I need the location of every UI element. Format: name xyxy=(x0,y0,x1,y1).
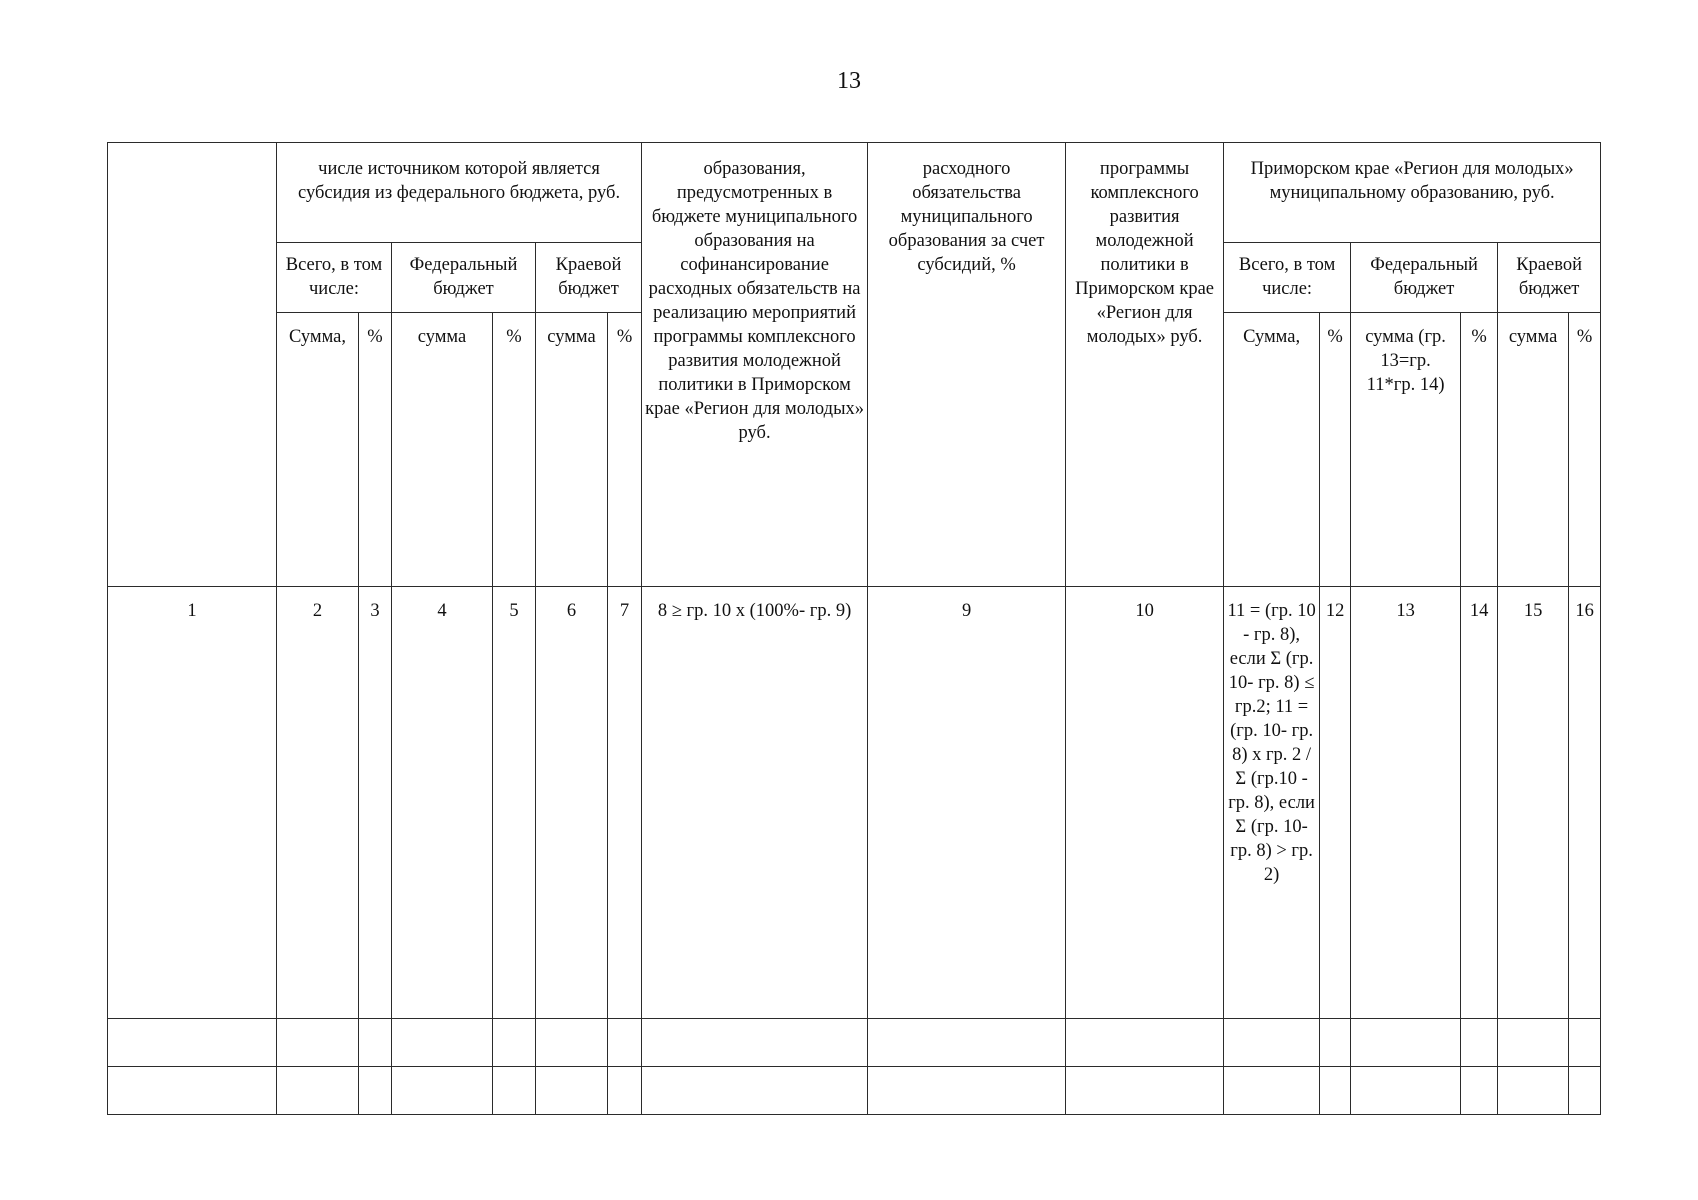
table-cell xyxy=(277,1019,359,1067)
table-cell xyxy=(608,1019,642,1067)
header-cell-col-10: программы комплексного развития молодежной политики в Приморском крае «Регион для молодых» руб. xyxy=(1066,143,1224,587)
table-cell xyxy=(1224,1019,1320,1067)
header-sum-13: сумма (гр. 13=гр. 11*гр. 14) xyxy=(1351,313,1461,587)
table-cell xyxy=(108,1019,277,1067)
col-number-9: 9 xyxy=(868,587,1066,1019)
col-number-16: 16 xyxy=(1569,587,1601,1019)
table-cell xyxy=(868,1067,1066,1115)
table-cell xyxy=(493,1019,536,1067)
table-cell xyxy=(608,1067,642,1115)
header-sum-6: сумма xyxy=(536,313,608,587)
col-number-14: 14 xyxy=(1461,587,1498,1019)
header-pct-12: % xyxy=(1320,313,1351,587)
header-pct-5: % xyxy=(493,313,536,587)
header-sum-2: Сумма, xyxy=(277,313,359,587)
table-cell xyxy=(642,1019,868,1067)
header-regional-left: Краевой бюджет xyxy=(536,243,642,313)
header-sum-11: Сумма, xyxy=(1224,313,1320,587)
page-number: 13 xyxy=(837,68,861,94)
header-total-right: Всего, в том числе: xyxy=(1224,243,1351,313)
table-cell xyxy=(1066,1019,1224,1067)
table-cell xyxy=(1461,1019,1498,1067)
table-cell xyxy=(1066,1067,1224,1115)
header-cell-col-1 xyxy=(108,143,277,587)
table-cell xyxy=(1569,1067,1601,1115)
col-number-5: 5 xyxy=(493,587,536,1019)
table-cell xyxy=(108,1067,277,1115)
col-number-7: 7 xyxy=(608,587,642,1019)
table-cell xyxy=(536,1019,608,1067)
col-number-11: 11 = (гр. 10 - гр. 8), если Σ (гр. 10- гр. 8) ≤ гр.2; 11 = (гр. 10- гр. 8) х гр. 2 / Σ (гр.10 - гр. 8), если Σ (гр. 10- гр. 8) > гр. 2) xyxy=(1224,587,1320,1019)
header-pct-3: % xyxy=(359,313,392,587)
table-row xyxy=(108,1019,1601,1067)
header-sum-4: сумма xyxy=(392,313,493,587)
table-cell xyxy=(1498,1067,1569,1115)
table-cell xyxy=(1351,1067,1461,1115)
table-cell xyxy=(493,1067,536,1115)
header-cell-subsidy-source: числе источником которой является субсидия из федерального бюджета, руб. xyxy=(277,143,642,243)
header-pct-16: % xyxy=(1569,313,1601,587)
header-total-left: Всего, в том числе: xyxy=(277,243,392,313)
col-number-4: 4 xyxy=(392,587,493,1019)
table-cell xyxy=(277,1067,359,1115)
table-cell xyxy=(868,1019,1066,1067)
table-cell xyxy=(1498,1019,1569,1067)
col-number-10: 10 xyxy=(1066,587,1224,1019)
table-cell xyxy=(1461,1067,1498,1115)
header-regional-right: Краевой бюджет xyxy=(1498,243,1601,313)
col-number-15: 15 xyxy=(1498,587,1569,1019)
header-cell-col-8: образования, предусмотренных в бюджете муниципального образования на софинансирование расходных обязательств на реализацию мероприятий программы комплексного развития молодежной политики в Приморском крае «Регион для молодых» руб. xyxy=(642,143,868,587)
header-pct-7: % xyxy=(608,313,642,587)
table-cell xyxy=(1224,1067,1320,1115)
header-sum-15: сумма xyxy=(1498,313,1569,587)
table-cell xyxy=(392,1019,493,1067)
col-number-8: 8 ≥ гр. 10 х (100%- гр. 9) xyxy=(642,587,868,1019)
header-federal-right: Федеральный бюджет xyxy=(1351,243,1498,313)
table-cell xyxy=(1569,1019,1601,1067)
table-cell xyxy=(536,1067,608,1115)
table-cell xyxy=(1320,1067,1351,1115)
col-number-12: 12 xyxy=(1320,587,1351,1019)
table-cell xyxy=(359,1019,392,1067)
budget-subsidy-table xyxy=(107,142,1601,1115)
table-cell xyxy=(359,1067,392,1115)
table-cell xyxy=(1351,1019,1461,1067)
col-number-1: 1 xyxy=(108,587,277,1019)
header-pct-14: % xyxy=(1461,313,1498,587)
table-cell xyxy=(1320,1019,1351,1067)
col-number-6: 6 xyxy=(536,587,608,1019)
col-number-3: 3 xyxy=(359,587,392,1019)
header-federal-left: Федеральный бюджет xyxy=(392,243,536,313)
table-row xyxy=(108,1067,1601,1115)
col-number-13: 13 xyxy=(1351,587,1461,1019)
table-cell xyxy=(392,1067,493,1115)
header-cell-subsidy-amount: Приморском крае «Регион для молодых» муниципальному образованию, руб. xyxy=(1224,143,1601,243)
table-cell xyxy=(642,1067,868,1115)
col-number-2: 2 xyxy=(277,587,359,1019)
header-cell-col-9: расходного обязательства муниципального образования за счет субсидий, % xyxy=(868,143,1066,587)
